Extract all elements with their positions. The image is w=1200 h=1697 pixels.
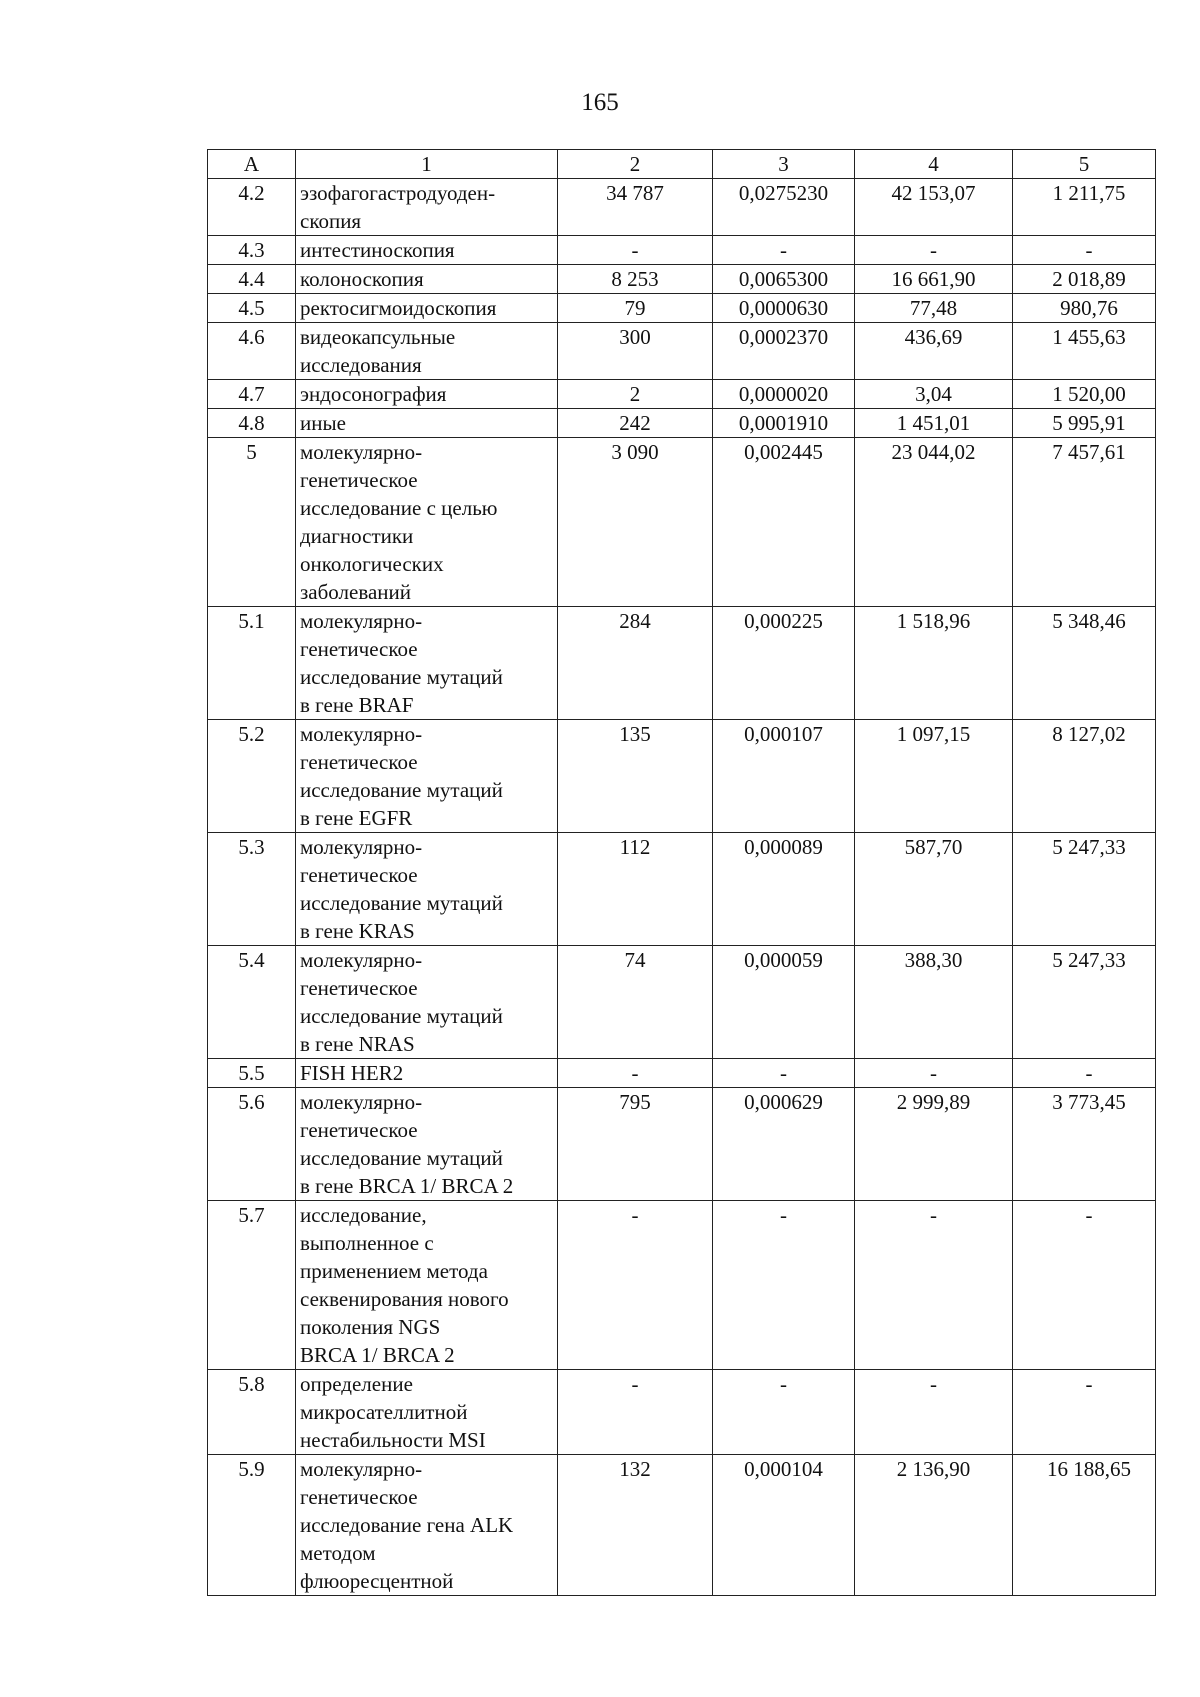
row-number-cell: 5.6 (208, 1088, 296, 1201)
value-cell-2: 34 787 (558, 179, 713, 236)
header-cell: А (208, 150, 296, 179)
row-name-cell: иные (296, 409, 558, 438)
value-cell-4: 1 097,15 (855, 720, 1013, 833)
value-cell-3: 0,000107 (713, 720, 855, 833)
value-cell-4: 388,30 (855, 946, 1013, 1059)
row-number-cell: 4.6 (208, 323, 296, 380)
value-cell-3: - (713, 1059, 855, 1088)
table-row (208, 294, 1156, 323)
value-cell-4: 1 518,96 (855, 607, 1013, 720)
value-cell-5: 16 188,65 (1013, 1455, 1156, 1596)
header-cell: 1 (296, 150, 558, 179)
data-table (207, 149, 1156, 1596)
value-cell-5: - (1013, 1370, 1156, 1455)
table-row (208, 323, 1156, 380)
value-cell-3: 0,0000630 (713, 294, 855, 323)
value-cell-2: - (558, 1370, 713, 1455)
value-cell-5: 1 455,63 (1013, 323, 1156, 380)
table-row (208, 265, 1156, 294)
row-name-cell: молекулярно- генетическое исследование мутаций в гене NRAS (296, 946, 558, 1059)
table-row (208, 1059, 1156, 1088)
value-cell-5: - (1013, 236, 1156, 265)
row-name-cell: молекулярно- генетическое исследование мутаций в гене EGFR (296, 720, 558, 833)
table-row (208, 607, 1156, 720)
row-number-cell: 4.2 (208, 179, 296, 236)
value-cell-2: - (558, 1059, 713, 1088)
row-number-cell: 4.8 (208, 409, 296, 438)
value-cell-4: - (855, 1370, 1013, 1455)
value-cell-3: - (713, 236, 855, 265)
value-cell-4: 16 661,90 (855, 265, 1013, 294)
value-cell-3: 0,0000020 (713, 380, 855, 409)
value-cell-2: 284 (558, 607, 713, 720)
value-cell-3: 0,0275230 (713, 179, 855, 236)
row-name-cell: молекулярно- генетическое исследование гена ALK методом флюоресцентной (296, 1455, 558, 1596)
row-name-cell: ректосигмоидоскопия (296, 294, 558, 323)
page-number: 165 (581, 89, 619, 116)
value-cell-2: 300 (558, 323, 713, 380)
row-number-cell: 5.1 (208, 607, 296, 720)
table-row (208, 236, 1156, 265)
value-cell-2: 74 (558, 946, 713, 1059)
value-cell-5: 3 773,45 (1013, 1088, 1156, 1201)
value-cell-3: 0,002445 (713, 438, 855, 607)
value-cell-2: 79 (558, 294, 713, 323)
value-cell-4: - (855, 1059, 1013, 1088)
value-cell-5: 1 520,00 (1013, 380, 1156, 409)
value-cell-3: 0,0065300 (713, 265, 855, 294)
row-number-cell: 5.3 (208, 833, 296, 946)
row-number-cell: 5.4 (208, 946, 296, 1059)
value-cell-5: 980,76 (1013, 294, 1156, 323)
value-cell-5: 5 247,33 (1013, 946, 1156, 1059)
value-cell-3: 0,0001910 (713, 409, 855, 438)
value-cell-5: - (1013, 1201, 1156, 1370)
value-cell-2: - (558, 1201, 713, 1370)
value-cell-2: 795 (558, 1088, 713, 1201)
value-cell-4: 1 451,01 (855, 409, 1013, 438)
value-cell-4: 42 153,07 (855, 179, 1013, 236)
table-body (208, 179, 1156, 1596)
value-cell-5: 2 018,89 (1013, 265, 1156, 294)
row-number-cell: 4.3 (208, 236, 296, 265)
table-row (208, 409, 1156, 438)
value-cell-5: 5 995,91 (1013, 409, 1156, 438)
value-cell-3: 0,0002370 (713, 323, 855, 380)
value-cell-3: 0,000629 (713, 1088, 855, 1201)
table-row (208, 946, 1156, 1059)
row-name-cell: исследование, выполненное с применением метода секвенирования нового поколения NGS BRCA 1/ BRCA 2 (296, 1201, 558, 1370)
value-cell-2: 2 (558, 380, 713, 409)
table-row (208, 1370, 1156, 1455)
value-cell-4: 23 044,02 (855, 438, 1013, 607)
value-cell-5: 1 211,75 (1013, 179, 1156, 236)
value-cell-5: 5 348,46 (1013, 607, 1156, 720)
row-number-cell: 5.5 (208, 1059, 296, 1088)
value-cell-2: 242 (558, 409, 713, 438)
table-row (208, 1088, 1156, 1201)
row-number-cell: 5.2 (208, 720, 296, 833)
value-cell-4: 77,48 (855, 294, 1013, 323)
value-cell-4: 2 999,89 (855, 1088, 1013, 1201)
row-number-cell: 5.8 (208, 1370, 296, 1455)
row-name-cell: видеокапсульные исследования (296, 323, 558, 380)
table-row (208, 833, 1156, 946)
table-row (208, 179, 1156, 236)
value-cell-2: 112 (558, 833, 713, 946)
row-name-cell: молекулярно- генетическое исследование мутаций в гене BRAF (296, 607, 558, 720)
table-row (208, 438, 1156, 607)
header-cell: 3 (713, 150, 855, 179)
value-cell-5: - (1013, 1059, 1156, 1088)
header-cell: 4 (855, 150, 1013, 179)
row-name-cell: колоноскопия (296, 265, 558, 294)
value-cell-2: - (558, 236, 713, 265)
value-cell-5: 7 457,61 (1013, 438, 1156, 607)
value-cell-4: 587,70 (855, 833, 1013, 946)
row-number-cell: 4.4 (208, 265, 296, 294)
header-cell: 5 (1013, 150, 1156, 179)
value-cell-2: 8 253 (558, 265, 713, 294)
row-number-cell: 5.9 (208, 1455, 296, 1596)
value-cell-3: 0,000225 (713, 607, 855, 720)
row-number-cell: 4.5 (208, 294, 296, 323)
value-cell-2: 3 090 (558, 438, 713, 607)
value-cell-3: 0,000059 (713, 946, 855, 1059)
row-name-cell: FISH HER2 (296, 1059, 558, 1088)
row-name-cell: эзофагогастродуоден- скопия (296, 179, 558, 236)
row-number-cell: 5.7 (208, 1201, 296, 1370)
value-cell-2: 132 (558, 1455, 713, 1596)
value-cell-3: - (713, 1370, 855, 1455)
value-cell-2: 135 (558, 720, 713, 833)
table-header-row (208, 150, 1156, 179)
row-number-cell: 5 (208, 438, 296, 607)
value-cell-4: - (855, 236, 1013, 265)
value-cell-4: 2 136,90 (855, 1455, 1013, 1596)
value-cell-4: - (855, 1201, 1013, 1370)
value-cell-4: 3,04 (855, 380, 1013, 409)
table-row (208, 1201, 1156, 1370)
table-row (208, 380, 1156, 409)
value-cell-3: - (713, 1201, 855, 1370)
value-cell-3: 0,000089 (713, 833, 855, 946)
header-cell: 2 (558, 150, 713, 179)
row-name-cell: эндосонография (296, 380, 558, 409)
value-cell-5: 5 247,33 (1013, 833, 1156, 946)
row-name-cell: молекулярно- генетическое исследование мутаций в гене BRCA 1/ BRCA 2 (296, 1088, 558, 1201)
row-name-cell: молекулярно- генетическое исследование мутаций в гене KRAS (296, 833, 558, 946)
value-cell-5: 8 127,02 (1013, 720, 1156, 833)
value-cell-4: 436,69 (855, 323, 1013, 380)
table-row (208, 720, 1156, 833)
row-name-cell: интестиноскопия (296, 236, 558, 265)
row-name-cell: определение микросателлитной нестабильности MSI (296, 1370, 558, 1455)
value-cell-3: 0,000104 (713, 1455, 855, 1596)
table-row (208, 1455, 1156, 1596)
row-name-cell: молекулярно- генетическое исследование с целью диагностики онкологических заболеваний (296, 438, 558, 607)
row-number-cell: 4.7 (208, 380, 296, 409)
